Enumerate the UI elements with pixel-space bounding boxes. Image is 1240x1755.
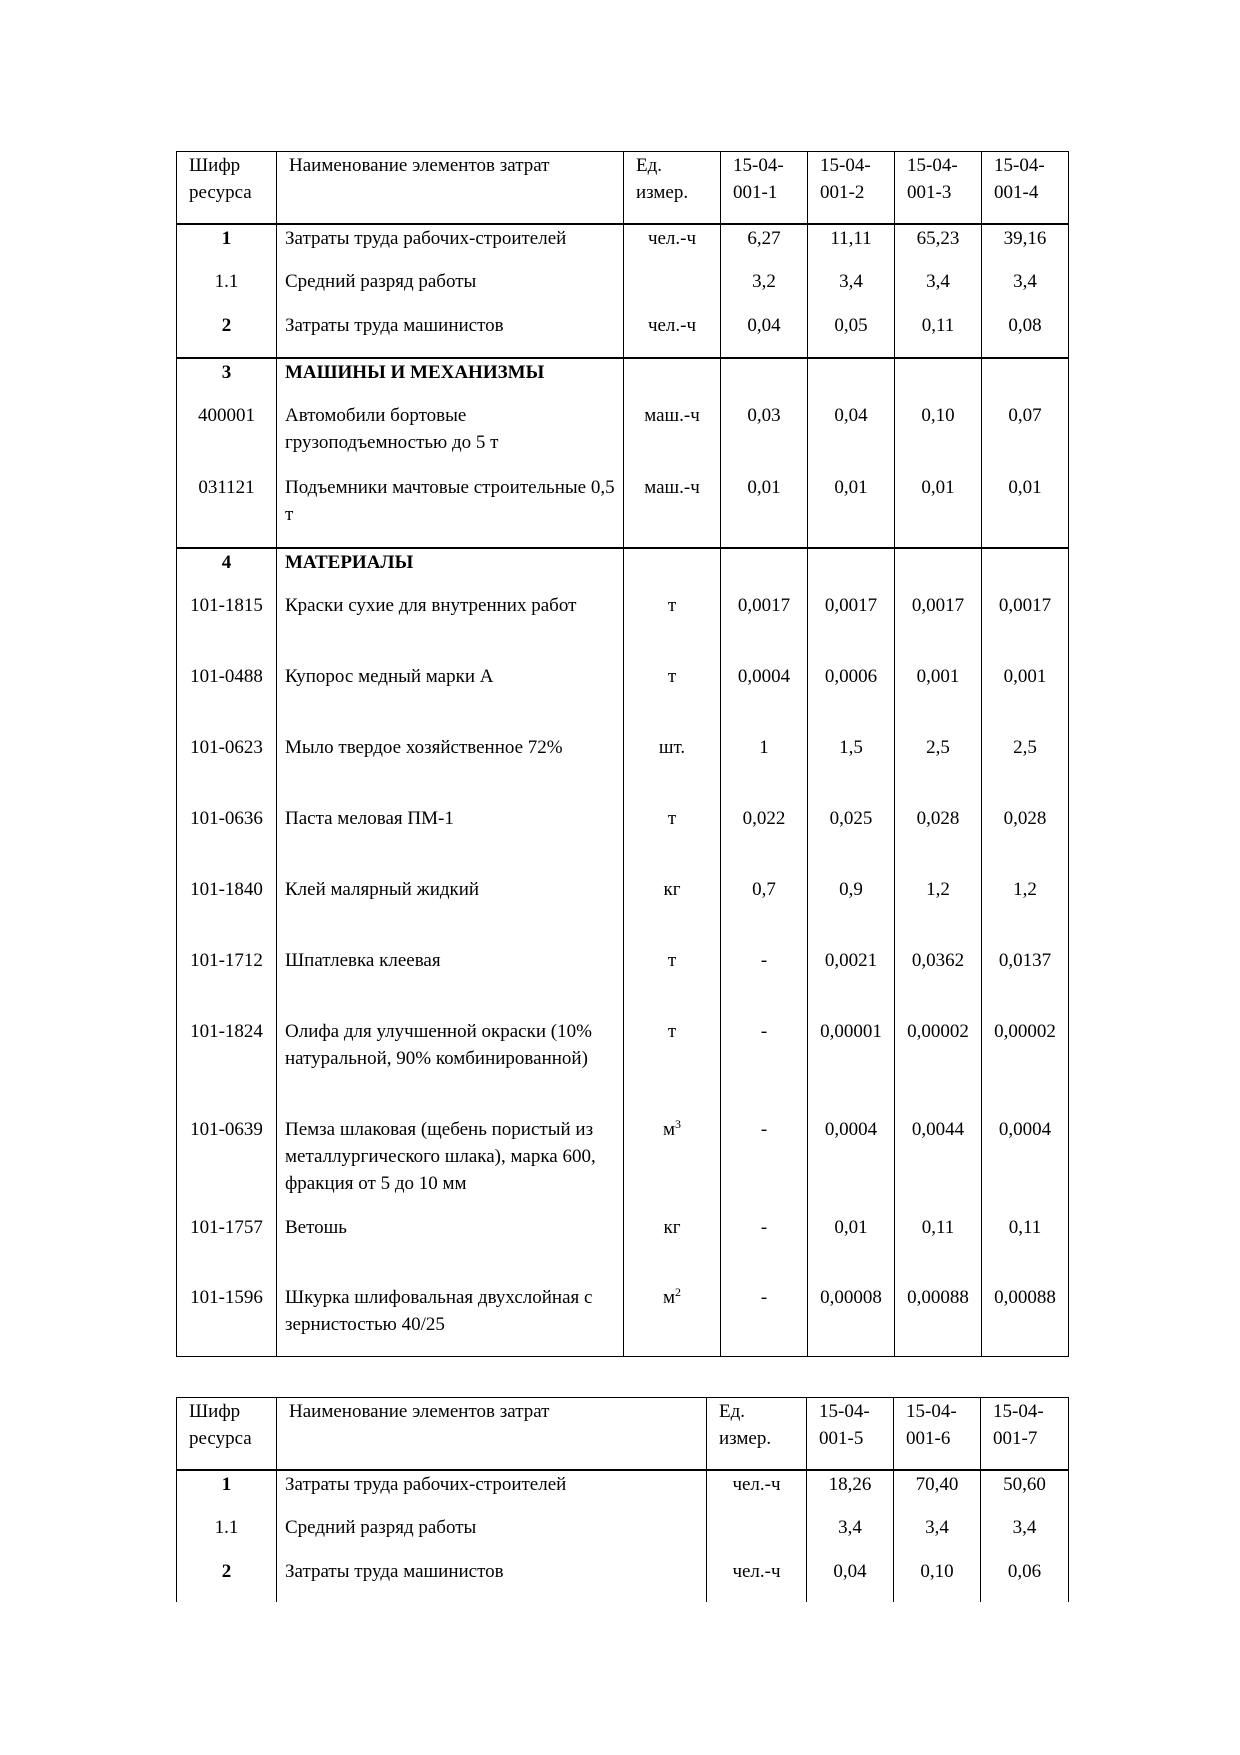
table-row (177, 805, 1069, 876)
row-name: Олифа для улучшенной окраски (10% натуральной, 90% комбинированной) (277, 1018, 624, 1116)
table-row (177, 224, 1069, 268)
row-value: 0,022 (721, 805, 808, 876)
row-code: 101-1824 (177, 1018, 277, 1116)
table-row (177, 1558, 1069, 1602)
row-name: Затраты труда рабочих-строителей (277, 224, 624, 268)
row-value: 0,04 (721, 312, 808, 358)
row-name: Затраты труда машинистов (277, 1558, 707, 1602)
table-row (177, 1214, 1069, 1284)
row-unit: чел.-ч (624, 312, 721, 358)
row-unit: чел.-ч (707, 1558, 807, 1602)
row-name: Шпатлевка клеевая (277, 947, 624, 1018)
header-col-3: 15-04-001-3 (895, 152, 982, 225)
row-name: Ветошь (277, 1214, 624, 1284)
row-unit: т (624, 805, 721, 876)
table-row (177, 1470, 1069, 1514)
row-value: 0,11 (895, 312, 982, 358)
row-value: 1,5 (808, 734, 895, 805)
row-value: 0,0017 (895, 592, 982, 663)
table-row (177, 1284, 1069, 1356)
row-name: Купорос медный марки А (277, 663, 624, 734)
row-unit (624, 268, 721, 312)
row-value: 70,40 (894, 1470, 981, 1514)
row-value: 0,08 (982, 312, 1069, 358)
row-value: 3,4 (895, 268, 982, 312)
row-unit: м (662, 1119, 676, 1140)
row-unit: т (624, 663, 721, 734)
row-value: 0,07 (982, 402, 1069, 474)
row-unit: кг (624, 1214, 721, 1284)
header-col-1: 15-04-001-1 (721, 152, 808, 225)
row-value: 0,0004 (721, 663, 808, 734)
row-value: 0,028 (895, 805, 982, 876)
table-header-row (177, 1398, 1069, 1471)
row-code: 2 (221, 315, 232, 336)
row-name: Средний разряд работы (277, 1514, 707, 1558)
row-code: 2 (221, 1561, 232, 1582)
table-row (177, 1514, 1069, 1558)
row-name: Автомобили бортовые грузоподъемностью до 5 т (277, 402, 624, 474)
section-row-materials (177, 548, 1069, 592)
section-title: МАШИНЫ И МЕХАНИЗМЫ (285, 362, 545, 383)
row-code: 1.1 (177, 268, 277, 312)
row-code: 1 (221, 228, 232, 249)
row-code: 400001 (177, 402, 277, 474)
row-value: 0,0021 (808, 947, 895, 1018)
row-value: - (721, 947, 808, 1018)
row-unit: маш.-ч (624, 474, 721, 548)
row-value: 11,11 (808, 224, 895, 268)
row-value: 0,11 (895, 1214, 982, 1284)
header-name: Наименование элементов затрат (277, 1398, 707, 1471)
row-value: 0,00088 (982, 1284, 1069, 1356)
row-code: 1.1 (177, 1514, 277, 1558)
row-name: Мыло твердое хозяйственное 72% (277, 734, 624, 805)
unit-exponent: 2 (675, 1285, 682, 1299)
header-col-6: 15-04-001-6 (894, 1398, 981, 1471)
row-value: 0,001 (982, 663, 1069, 734)
row-code: 101-1815 (177, 592, 277, 663)
table-row (177, 947, 1069, 1018)
resource-table-1 (176, 151, 1069, 1357)
row-value: 0,0137 (982, 947, 1069, 1018)
table-row (177, 734, 1069, 805)
row-value: 0,028 (982, 805, 1069, 876)
row-value: 3,4 (981, 1514, 1069, 1558)
row-value: 2,5 (895, 734, 982, 805)
row-value: 1,2 (982, 876, 1069, 947)
table-row (177, 474, 1069, 548)
row-value: 0,05 (808, 312, 895, 358)
row-value: 39,16 (982, 224, 1069, 268)
row-value: 3,2 (721, 268, 808, 312)
table-row (177, 876, 1069, 947)
row-value: 0,0006 (808, 663, 895, 734)
row-value: 0,0362 (895, 947, 982, 1018)
table-header-row (177, 152, 1069, 225)
row-unit: т (624, 947, 721, 1018)
row-value: 0,00008 (808, 1284, 895, 1356)
row-value: 3,4 (808, 268, 895, 312)
row-value: 0,04 (807, 1558, 894, 1602)
row-name: Затраты труда рабочих-строителей (277, 1470, 707, 1514)
row-value: 65,23 (895, 224, 982, 268)
row-value: 0,0004 (982, 1116, 1069, 1214)
table-row (177, 402, 1069, 474)
table-row (177, 592, 1069, 663)
row-value: 0,0004 (808, 1116, 895, 1214)
row-unit: маш.-ч (624, 402, 721, 474)
row-value: 0,01 (808, 1214, 895, 1284)
row-value: 0,10 (894, 1558, 981, 1602)
row-name: Шкурка шлифовальная двухслойная с зернистостью 40/25 (277, 1284, 624, 1356)
row-value: 0,001 (895, 663, 982, 734)
row-name: Клей малярный жидкий (277, 876, 624, 947)
row-code: 101-1757 (177, 1214, 277, 1284)
header-name: Наименование элементов затрат (277, 152, 624, 225)
header-unit: Ед. измер. (707, 1398, 807, 1471)
row-code: 101-1712 (177, 947, 277, 1018)
row-code: 031121 (177, 474, 277, 548)
row-value: 0,00088 (895, 1284, 982, 1356)
row-value: 0,0044 (895, 1116, 982, 1214)
row-value: 3,4 (807, 1514, 894, 1558)
row-unit: т (624, 1018, 721, 1116)
header-col-4: 15-04-001-4 (982, 152, 1069, 225)
row-value: - (721, 1214, 808, 1284)
row-value: 0,0017 (808, 592, 895, 663)
row-value: 0,10 (895, 402, 982, 474)
row-name: Затраты труда машинистов (277, 312, 624, 358)
row-value: 18,26 (807, 1470, 894, 1514)
header-code: Шифр ресурса (177, 152, 277, 225)
row-value: - (721, 1284, 808, 1356)
row-value: 6,27 (721, 224, 808, 268)
row-value: 0,04 (808, 402, 895, 474)
row-value: - (721, 1116, 808, 1214)
row-name: Краски сухие для внутренних работ (277, 592, 624, 663)
row-name: Пемза шлаковая (щебень пористый из металлургического шлака), марка 600, фракция от 5 до 10 мм (277, 1116, 624, 1214)
row-name: Подъемники мачтовые строительные 0,5 т (277, 474, 624, 548)
table-row (177, 1018, 1069, 1116)
resource-table-2 (176, 1397, 1069, 1602)
section-title: МАТЕРИАЛЫ (285, 552, 414, 573)
row-unit: кг (624, 876, 721, 947)
row-value: 0,01 (895, 474, 982, 548)
row-value: - (721, 1018, 808, 1116)
row-unit: м (662, 1287, 676, 1308)
row-code: 3 (221, 362, 232, 383)
row-value: 1 (721, 734, 808, 805)
row-value: 0,00002 (895, 1018, 982, 1116)
row-value: 0,01 (721, 474, 808, 548)
header-code: Шифр ресурса (177, 1398, 277, 1471)
row-value: 2,5 (982, 734, 1069, 805)
row-value: 0,0017 (982, 592, 1069, 663)
row-value: 0,9 (808, 876, 895, 947)
row-value: 0,01 (808, 474, 895, 548)
row-value: 3,4 (982, 268, 1069, 312)
row-unit: т (624, 592, 721, 663)
row-code: 1 (221, 1474, 232, 1495)
row-code: 101-1596 (177, 1284, 277, 1356)
row-value: 0,01 (982, 474, 1069, 548)
row-code: 4 (221, 552, 232, 573)
row-value: 0,11 (982, 1214, 1069, 1284)
row-unit: чел.-ч (624, 224, 721, 268)
table-row (177, 268, 1069, 312)
row-value: 0,7 (721, 876, 808, 947)
unit-exponent: 3 (675, 1117, 682, 1131)
row-name: Паста меловая ПМ-1 (277, 805, 624, 876)
row-code: 101-1840 (177, 876, 277, 947)
row-value: 0,06 (981, 1558, 1069, 1602)
row-value: 0,025 (808, 805, 895, 876)
row-unit: шт. (624, 734, 721, 805)
section-row-machines (177, 358, 1069, 402)
table-row (177, 1116, 1069, 1214)
header-col-2: 15-04-001-2 (808, 152, 895, 225)
table-row (177, 663, 1069, 734)
header-unit: Ед. измер. (624, 152, 721, 225)
row-value: 0,03 (721, 402, 808, 474)
row-unit (707, 1514, 807, 1558)
row-unit: чел.-ч (707, 1470, 807, 1514)
header-col-7: 15-04-001-7 (981, 1398, 1069, 1471)
header-col-5: 15-04-001-5 (807, 1398, 894, 1471)
row-code: 101-0636 (177, 805, 277, 876)
row-code: 101-0623 (177, 734, 277, 805)
row-value: 1,2 (895, 876, 982, 947)
row-value: 0,00002 (982, 1018, 1069, 1116)
row-value: 50,60 (981, 1470, 1069, 1514)
row-code: 101-0488 (177, 663, 277, 734)
row-name: Средний разряд работы (277, 268, 624, 312)
row-value: 3,4 (894, 1514, 981, 1558)
row-value: 0,00001 (808, 1018, 895, 1116)
table-row (177, 312, 1069, 358)
row-value: 0,0017 (721, 592, 808, 663)
row-code: 101-0639 (177, 1116, 277, 1214)
